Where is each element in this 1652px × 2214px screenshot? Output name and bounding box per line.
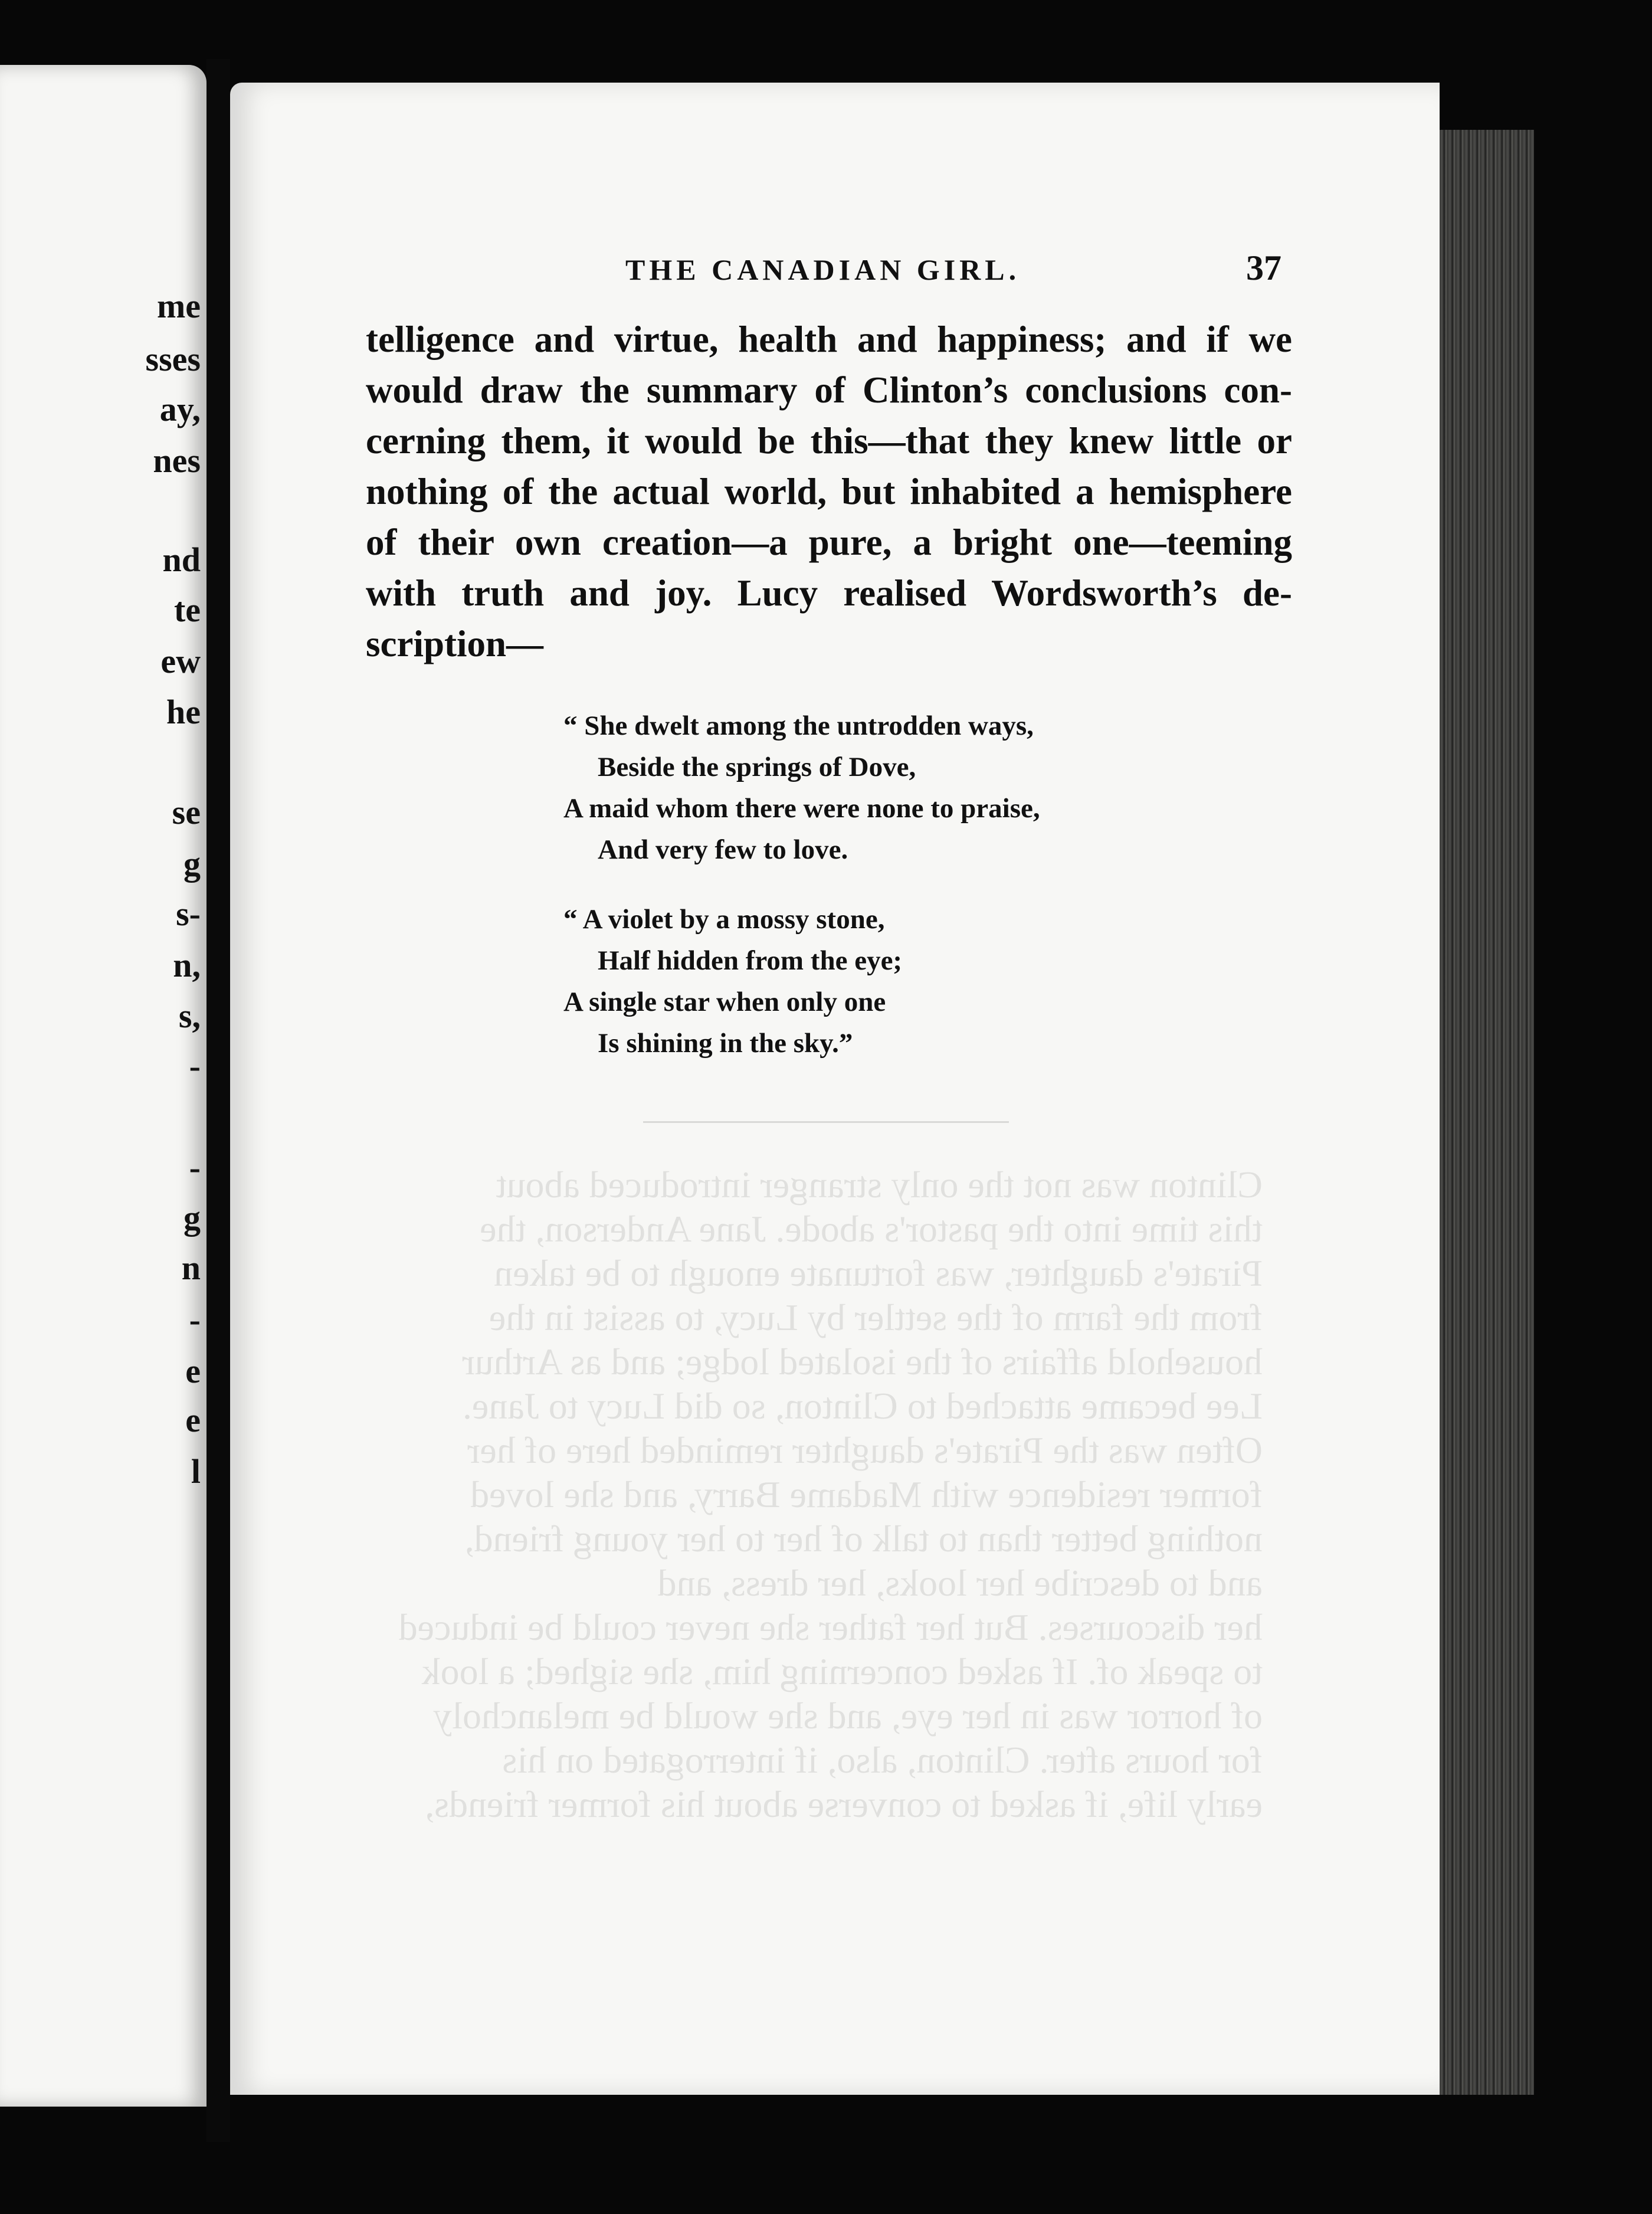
body-line: cerning them, it would be this—that they knew little or (366, 420, 1292, 461)
page-number: 37 (1246, 248, 1281, 287)
poem-line: “ She dwelt among the untrodden ways, (563, 710, 1034, 741)
show-through-line: of horror was in her eye, and she would be melancholy (433, 1695, 1263, 1737)
body-line: would draw the summary of Clinton’s conclusions con- (366, 369, 1292, 411)
left-page-fragment: n (181, 1249, 201, 1287)
poem-line: Is shining in the sky.” (598, 1028, 853, 1059)
show-through-line: early life, if asked to converse about his former friends, (425, 1783, 1263, 1825)
show-through-line: Lee became attached to Clinton, so did Lucy to Jane. (463, 1385, 1263, 1427)
body-line: of their own creation—a pure, a bright one—teeming (366, 522, 1292, 563)
left-page-fragment: g (183, 844, 201, 883)
left-page-fragment: se (172, 793, 201, 831)
left-page-fragment: ay, (159, 390, 201, 428)
left-page-fragment: me (156, 287, 201, 325)
show-through-line: Clinton was not the only stranger introduced about (496, 1164, 1263, 1206)
left-page-fragment: s, (178, 997, 201, 1035)
show-through-line: from the farm of the settler by Lucy, to assist in the (489, 1296, 1263, 1338)
poem-stanza (563, 899, 1094, 1064)
left-page-fragment: s- (176, 895, 201, 933)
previous-page (0, 65, 206, 2107)
show-through-text (330, 1162, 1263, 1826)
show-through-line: her discourses. But her father she never could be induced (398, 1606, 1263, 1648)
left-page-fragment: n, (173, 946, 201, 984)
left-page-fragment: - (189, 1148, 201, 1187)
poem-line: A maid whom there were none to praise, (563, 793, 1040, 824)
show-through-line: Pirate's daughter, was fortunate enough to be taken (494, 1252, 1263, 1294)
show-through-line: Often was the Pirate's daughter reminded here of her (467, 1429, 1263, 1471)
show-through-line: this time into the pastor's abode. Jane Anderson, the (480, 1208, 1263, 1250)
show-through-line: nothing better than to talk of her to her young friend, (464, 1518, 1263, 1560)
left-page-fragment: e (185, 1401, 201, 1439)
body-line: with truth and joy. Lucy realised Wordsworth’s de- (366, 572, 1292, 614)
left-page-fragment: l (191, 1452, 201, 1491)
body-line: scription— (366, 623, 544, 664)
section-divider (643, 1121, 1009, 1123)
left-page-fragment: te (173, 591, 201, 629)
left-page-fragment: sses (145, 340, 201, 378)
left-page-fragment: nes (153, 441, 201, 480)
show-through-line: household affairs of the isolated lodge; and as Arthur (462, 1341, 1263, 1383)
poem-line: A single star when only one (563, 987, 886, 1017)
body-line: nothing of the actual world, but inhabited a hemisphere (366, 471, 1292, 512)
show-through-line: to speak of. If asked concerning him, she sighed; a look (421, 1650, 1263, 1692)
book-gutter (206, 59, 230, 2142)
body-text (366, 314, 1292, 669)
left-page-fragment: nd (162, 541, 201, 579)
left-page-fragment: - (189, 1301, 201, 1339)
show-through-line: for hours after. Clinton, also, if interrogated on his (502, 1739, 1263, 1781)
poem-line: Half hidden from the eye; (598, 945, 903, 976)
left-page-fragment: he (166, 693, 201, 731)
left-page-fragment: - (189, 1047, 201, 1085)
poem-quotation (563, 705, 1094, 1092)
poem-line: Beside the springs of Dove, (598, 752, 916, 782)
show-through-line: and to describe her looks, her dress, and (657, 1562, 1263, 1604)
body-line: telligence and virtue, health and happiness; and if we (366, 319, 1292, 360)
left-page-fragment: ew (160, 642, 201, 680)
poem-line: “ A violet by a mossy stone, (563, 904, 885, 935)
left-page-fragment: g (183, 1198, 201, 1237)
running-title: THE CANADIAN GIRL. (625, 253, 1021, 286)
page-edges (1440, 130, 1534, 2095)
left-page-fragment: e (185, 1352, 201, 1390)
show-through-line: former residence with Madame Barry, and she loved (470, 1473, 1263, 1515)
poem-stanza (563, 705, 1094, 870)
poem-line: And very few to love. (598, 834, 848, 865)
